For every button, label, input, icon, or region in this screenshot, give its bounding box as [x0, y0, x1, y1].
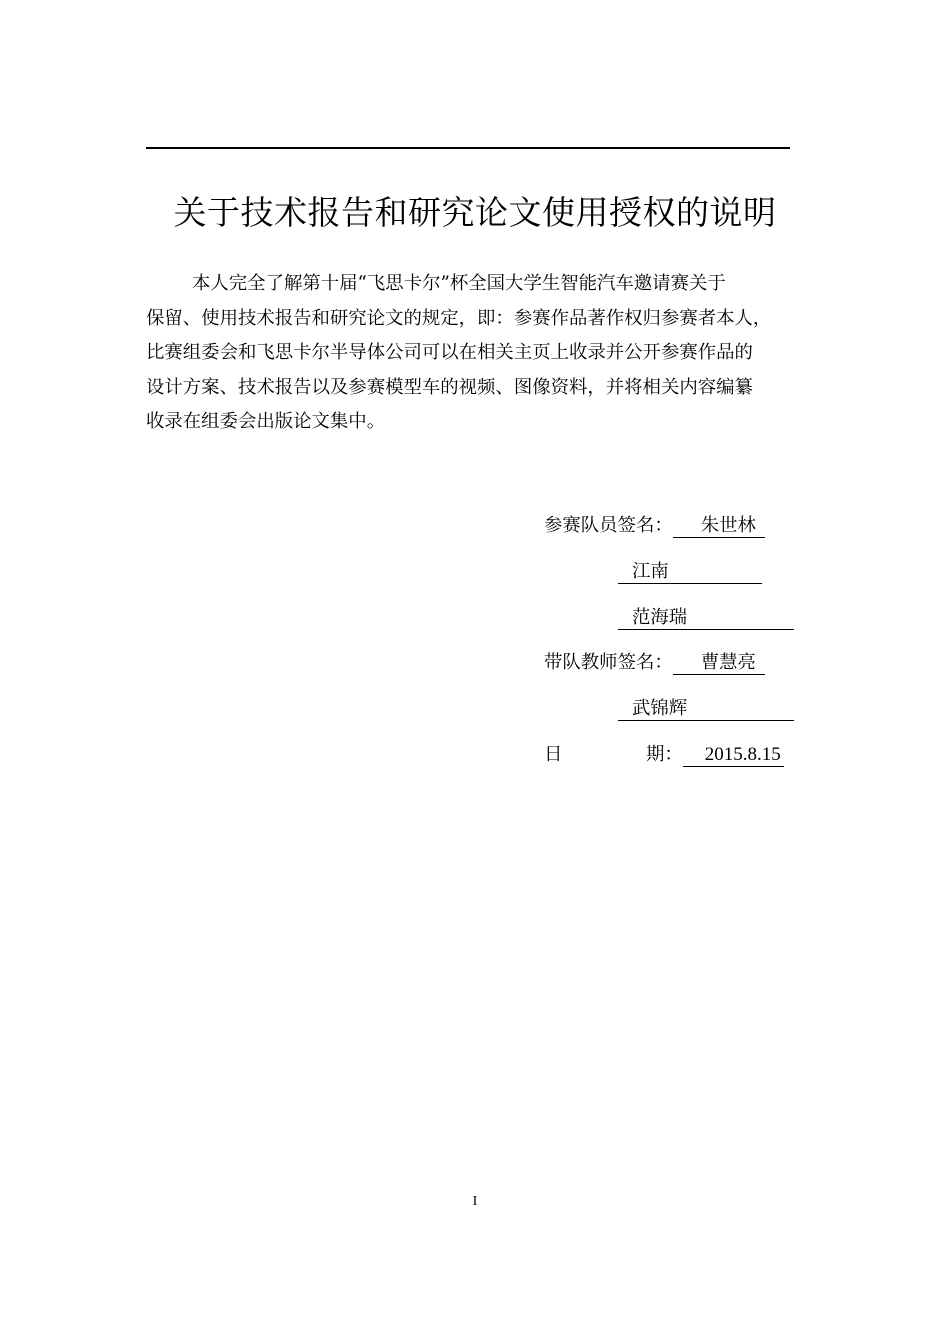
- teachers-signature-label: 带队教师签名：: [544, 652, 673, 673]
- member-signature-row: [618, 560, 762, 584]
- date-label-day: 日: [544, 744, 563, 765]
- teacher-name-1: 曹慧亮: [673, 652, 765, 675]
- authorization-paragraph: [146, 267, 830, 440]
- paragraph-line: 比赛组委会和飞思卡尔半导体公司可以在相关主页上收录并公开参赛作品的: [146, 342, 753, 363]
- date-label-period: 期：: [646, 744, 683, 765]
- page-number: I: [472, 1194, 478, 1209]
- paragraph-line: 设计方案、技术报告以及参赛模型车的视频、图像资料，并将相关内容编纂: [146, 376, 753, 398]
- teacher-name-2: 武锦辉: [618, 698, 794, 721]
- paragraph-line: 收录在组委会出版论文集中。: [146, 411, 386, 432]
- date-row: [544, 743, 562, 767]
- top-horizontal-rule: [146, 147, 790, 149]
- member-signature-row: [618, 606, 794, 630]
- date-row-value: [646, 743, 784, 767]
- members-signature-label: 参赛队员签名：: [544, 515, 673, 536]
- member-name-1: 朱世林: [673, 515, 765, 538]
- member-name-3: 范海瑞: [618, 607, 794, 630]
- page-title: 关于技术报告和研究论文使用授权的说明: [173, 193, 777, 232]
- teachers-signature-row: [544, 651, 765, 675]
- date-value: 2015.8.15: [683, 744, 784, 767]
- paragraph-line: 本人完全了解第十届“飞思卡尔”杯全国大学生智能汽车邀请赛关于: [192, 273, 726, 294]
- member-name-2: 江南: [618, 561, 762, 584]
- teacher-signature-row: [618, 697, 794, 721]
- paragraph-line: 保留、使用技术报告和研究论文的规定，即：参赛作品著作权归参赛者本人，: [146, 307, 772, 329]
- members-signature-row: [544, 514, 765, 538]
